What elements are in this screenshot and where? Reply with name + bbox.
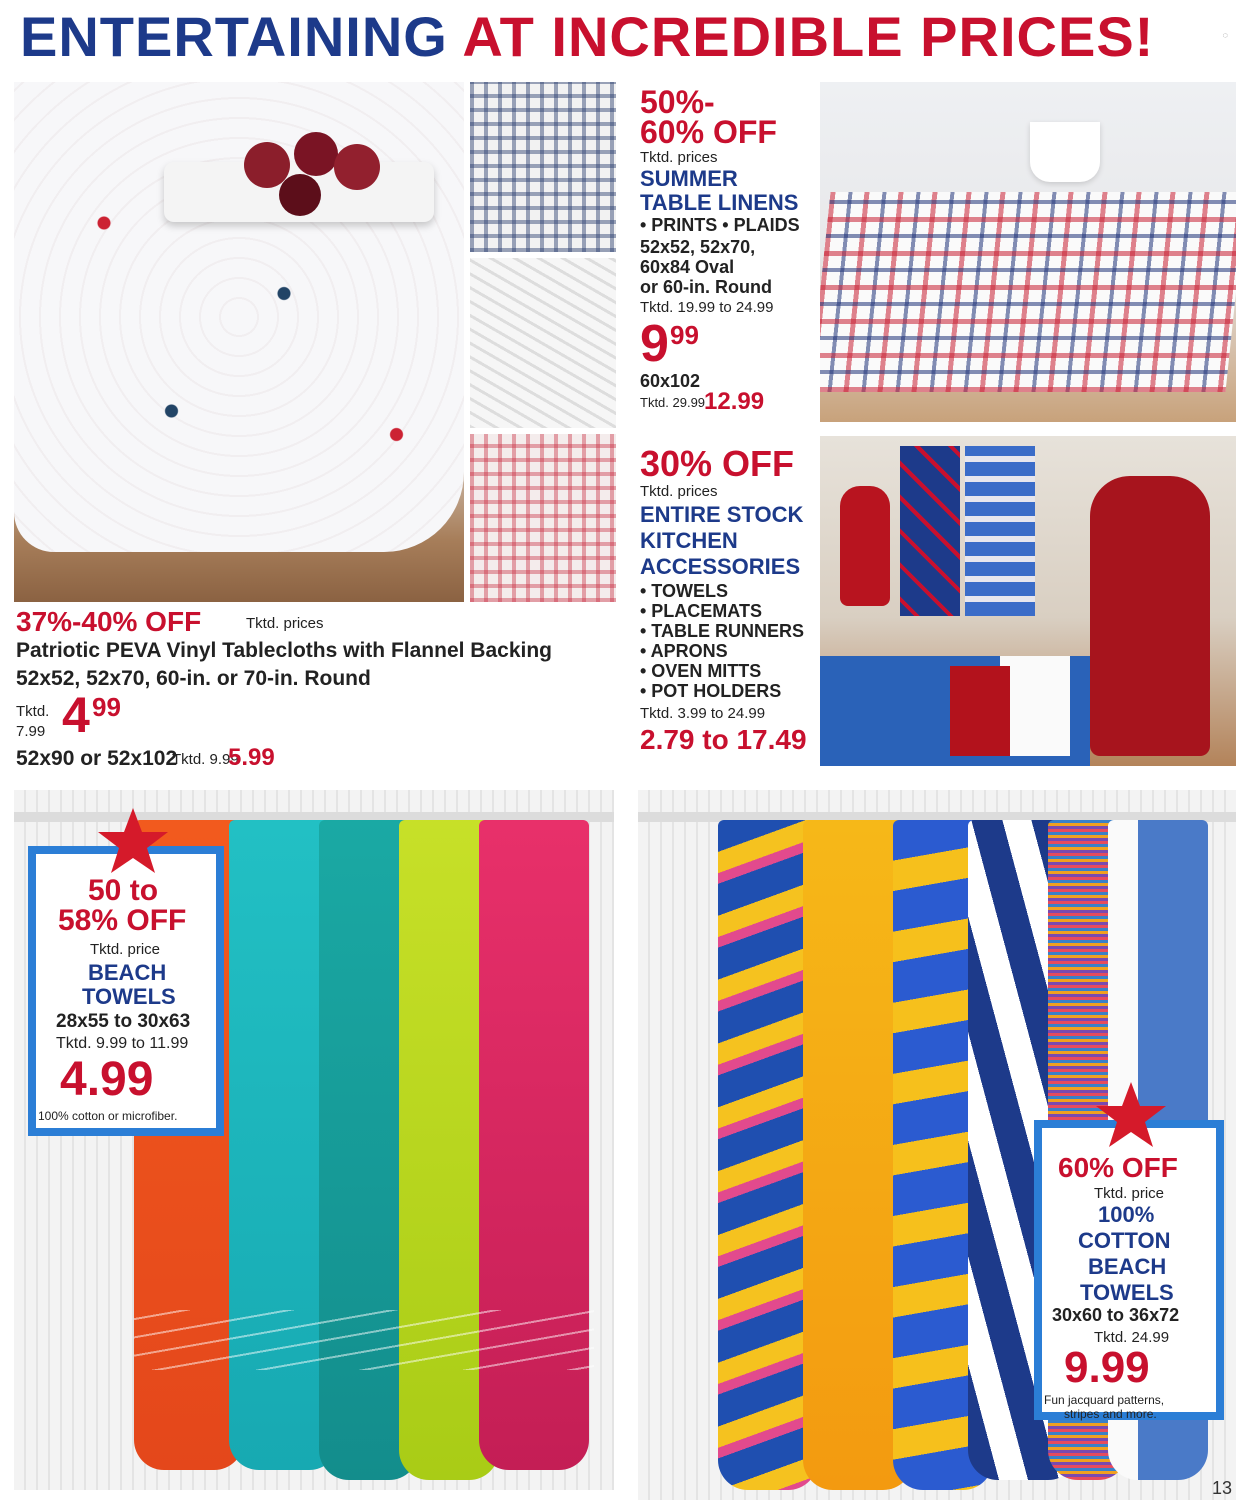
kitchen-price-range: 2.79 to 17.49 — [640, 724, 807, 755]
tablecloth-price-cents: 99 — [92, 692, 121, 722]
left-offer-line2: 58% OFF — [58, 904, 187, 937]
right-note-line2: stripes and more. — [1064, 1407, 1157, 1421]
left-offer-line1: 50 to — [88, 874, 159, 907]
linens-offer-line1: 50%- — [640, 84, 715, 120]
kitchen-name-line2: KITCHEN — [640, 528, 738, 553]
right-name-line1: 100% — [1098, 1202, 1155, 1227]
kitchen-tktd-range: Tktd. 3.99 to 24.99 — [640, 705, 766, 722]
kitchen-name-line1: ENTIRE STOCK — [640, 502, 804, 527]
right-sizes: 30x60 to 36x72 — [1052, 1305, 1180, 1325]
tablecloth-alt-sizes: 52x90 or 52x102 — [16, 747, 178, 770]
right-note-line1: Fun jacquard patterns, — [1044, 1393, 1165, 1407]
linens-name-line2: TABLE LINENS — [640, 190, 799, 215]
linens-alt-size: 60x102 — [640, 371, 701, 391]
title-part2: AT INCREDIBLE PRICES! — [462, 5, 1155, 68]
linens-sizes-line3: or 60-in. Round — [640, 277, 772, 297]
page-number: 13 — [1211, 1478, 1232, 1498]
linens-sizes-line2: 60x84 Oval — [640, 257, 735, 277]
kitchen-name-line3: ACCESSORIES — [640, 554, 801, 579]
tablecloth-price-main: 4 — [62, 687, 90, 743]
linens-tktd-range: Tktd. 19.99 to 24.99 — [640, 299, 774, 316]
left-tktd-range: Tktd. 9.99 to 11.99 — [56, 1035, 189, 1052]
tablecloth-alt-tktd: Tktd. 9.99 — [172, 751, 239, 768]
kitchen-offer: 30% OFF — [640, 443, 795, 484]
right-name-line3: BEACH — [1088, 1254, 1167, 1279]
right-tkt-price: Tktd. price — [1094, 1185, 1165, 1202]
red-star-icon — [96, 806, 170, 876]
usa-swatch-photo — [470, 258, 616, 428]
right-tktd: Tktd. 24.99 — [1094, 1329, 1170, 1346]
kitchen-item: • TABLE RUNNERS — [640, 621, 804, 641]
right-offer: 60% OFF — [1058, 1152, 1178, 1183]
linens-bullets: • PRINTS • PLAIDS — [640, 215, 800, 235]
kitchen-tkt-prices: Tktd. prices — [640, 483, 718, 500]
kitchen-item: • APRONS — [640, 641, 728, 661]
left-tkt-price: Tktd. price — [90, 941, 161, 958]
copyright-mark: ◌ — [1222, 30, 1228, 40]
tablecloth-tkt-prices: Tktd. prices — [246, 615, 324, 632]
tablecloth-alt-price: 5.99 — [228, 744, 275, 771]
tablecloth-name: Patriotic PEVA Vinyl Tablecloths with Flannel Backing — [16, 639, 553, 662]
left-sizes: 28x55 to 30x63 — [56, 1011, 191, 1032]
left-price: 4.99 — [60, 1053, 154, 1106]
kitchen-accessories-photo — [820, 436, 1236, 766]
red-plaid-swatch-photo — [470, 434, 616, 602]
right-name-line4: TOWELS — [1080, 1280, 1174, 1305]
linens-tkt-prices: Tktd. prices — [640, 149, 718, 166]
title-part1: ENTERTAINING — [20, 5, 448, 68]
page-title — [20, 4, 1154, 69]
tablecloth-photo — [14, 82, 464, 602]
linens-price-cents: 99 — [670, 320, 699, 350]
left-name-line1: BEACH — [88, 960, 167, 985]
tablecloth-tktd-label: Tktd. — [16, 703, 50, 720]
kitchen-item: • POT HOLDERS — [640, 681, 782, 701]
table-linens-photo — [820, 82, 1236, 422]
linens-sizes-line1: 52x52, 52x70, — [640, 237, 756, 257]
linens-name-line1: SUMMER — [640, 166, 738, 191]
kitchen-item: • OVEN MITTS — [640, 661, 762, 681]
linens-alt-tktd: Tktd. 29.99 — [640, 395, 706, 410]
plaid-swatch-photo — [470, 82, 616, 252]
red-star-icon — [1094, 1080, 1168, 1150]
left-name-line2: TOWELS — [82, 984, 176, 1009]
linens-price-main: 9 — [640, 315, 669, 373]
tablecloth-orig-price: 7.99 — [16, 723, 46, 740]
linens-alt-price: 12.99 — [704, 388, 765, 415]
kitchen-item: • PLACEMATS — [640, 601, 762, 621]
linens-offer-line2: 60% OFF — [640, 114, 777, 150]
kitchen-item: • TOWELS — [640, 581, 728, 601]
tablecloth-offer: 37%-40% OFF — [16, 606, 202, 637]
left-note: 100% cotton or microfiber. — [38, 1109, 178, 1123]
tablecloth-sizes: 52x52, 52x70, 60-in. or 70-in. Round — [16, 667, 371, 690]
right-price: 9.99 — [1064, 1343, 1150, 1392]
right-name-line2: COTTON — [1078, 1228, 1171, 1253]
